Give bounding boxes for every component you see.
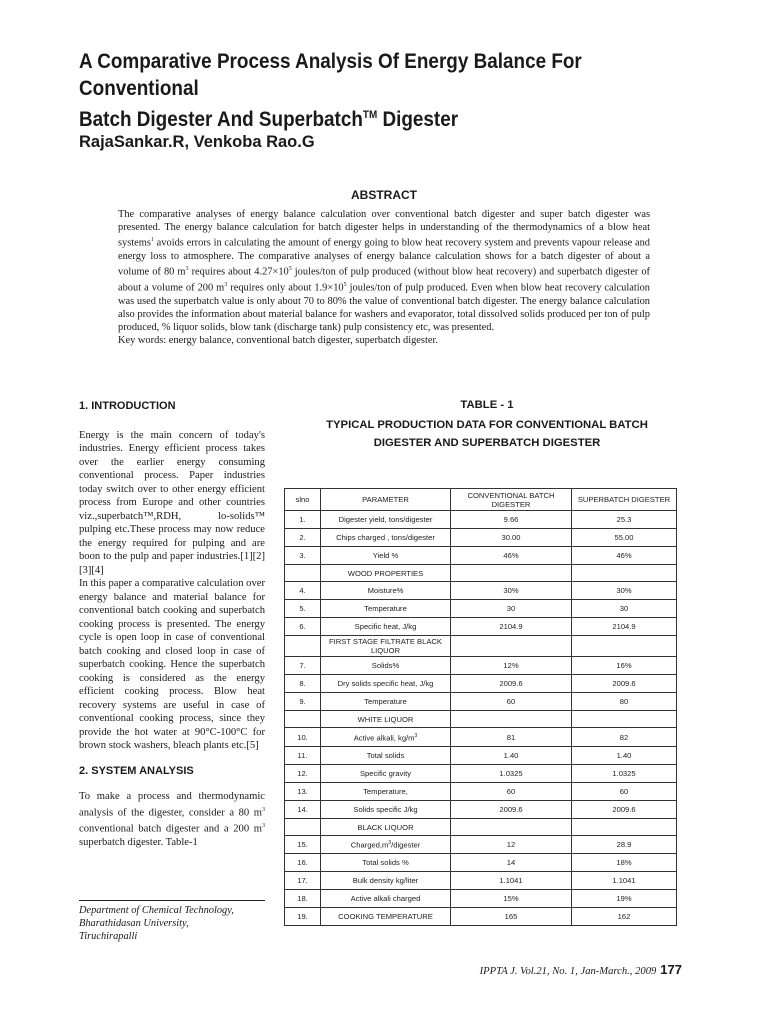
cell-superbatch: 16% xyxy=(572,657,677,675)
cell-superbatch: 19% xyxy=(572,890,677,908)
table-row xyxy=(285,908,677,926)
section-label: FIRST STAGE FILTRATE BLACK LIQUOR xyxy=(321,636,451,657)
cell-superbatch: 60 xyxy=(572,783,677,801)
header-conventional: CONVENTIONAL BATCH DIGESTER xyxy=(451,489,572,511)
table-row xyxy=(285,529,677,547)
cell-superbatch: 1.0325 xyxy=(572,765,677,783)
cell-conventional: 60 xyxy=(451,693,572,711)
cell-parameter: Total solids xyxy=(321,747,451,765)
cell-superbatch: 30% xyxy=(572,582,677,600)
cell-parameter: Active alkali charged xyxy=(321,890,451,908)
cell-conventional: 2104.9 xyxy=(451,618,572,636)
cell-parameter: Solids specific J/kg xyxy=(321,801,451,819)
cell-slno: 18. xyxy=(285,890,321,908)
cell-parameter: Specific heat, J/kg xyxy=(321,618,451,636)
table-row xyxy=(285,600,677,618)
table-header-row xyxy=(285,489,677,511)
cell-superbatch: 1.1041 xyxy=(572,872,677,890)
cell-slno: 3. xyxy=(285,547,321,565)
intro-paragraph-2: In this paper a comparative calculation over energy balance and material balance for conventional batch cooking and superbatch cooking process is presented. The energy cycle is open loop in case of conventional batch cooking and closed loop in case of superbatch cooking. Hence the superbatch cooking is considered as the energy efficient cooking process. Blow heat recovery systems are useful in case of conventional cooking process, since they provide the hot water at 90°C-100°C for brown stock washers, bleach plants etc.[5] xyxy=(79,578,265,751)
cell-conventional: 1.40 xyxy=(451,747,572,765)
cell-conventional: 9.66 xyxy=(451,511,572,529)
table-section-row xyxy=(285,819,677,836)
production-data-table xyxy=(284,488,677,926)
cell-superbatch: 2009.6 xyxy=(572,801,677,819)
cell-slno: 8. xyxy=(285,675,321,693)
abstract-heading: ABSTRACT xyxy=(351,188,417,202)
cell-conventional: 2009.6 xyxy=(451,801,572,819)
table-row xyxy=(285,801,677,819)
table-row xyxy=(285,765,677,783)
cell-superbatch: 2009.6 xyxy=(572,675,677,693)
table-label: TABLE - 1 xyxy=(460,399,514,411)
table-body xyxy=(285,489,677,926)
journal-citation: IPPTA J. Vol.21, No. 1, Jan-March., 2009 xyxy=(479,966,657,977)
cell-conventional: 30 xyxy=(451,600,572,618)
cell-superbatch: 82 xyxy=(572,728,677,747)
affiliation-footnote: Department of Chemical Technology, Bharathidasan University, Tiruchirapalli xyxy=(79,900,265,943)
cell-parameter: Active alkali, $kg/m^3$ xyxy=(321,728,451,747)
cell-superbatch: 18% xyxy=(572,854,677,872)
table-row xyxy=(285,854,677,872)
table-caption-2: DIGESTER AND SUPERBATCH DIGESTER xyxy=(373,437,601,449)
cell-superbatch: 80 xyxy=(572,693,677,711)
cell-slno: 4. xyxy=(285,582,321,600)
title-line-1: A Comparative Process Analysis Of Energy Balance For Conventional xyxy=(79,50,582,100)
cell-conventional: 2009.6 xyxy=(451,675,572,693)
intro-heading: 1. INTRODUCTION xyxy=(79,400,176,412)
cell-slno: 7. xyxy=(285,657,321,675)
cell-slno: 1. xyxy=(285,511,321,529)
cell-superbatch: 28.9 xyxy=(572,836,677,854)
header-superbatch: SUPERBATCH DIGESTER xyxy=(572,489,677,511)
table-caption-1: TYPICAL PRODUCTION DATA FOR CONVENTIONAL BATCH xyxy=(326,419,648,431)
page-footer xyxy=(480,962,682,977)
cell-parameter: $Charged,m^3$/digester xyxy=(321,836,451,854)
table-section-row xyxy=(285,711,677,728)
cell-parameter: Temperature xyxy=(321,600,451,618)
cell-parameter: Yield % xyxy=(321,547,451,565)
cell-parameter: COOKING TEMPERATURE xyxy=(321,908,451,926)
cell-conventional: 12 xyxy=(451,836,572,854)
cell-conventional: 46% xyxy=(451,547,572,565)
cell-superbatch: 162 xyxy=(572,908,677,926)
table-row xyxy=(285,890,677,908)
cell-parameter: Total solids % xyxy=(321,854,451,872)
table-row xyxy=(285,783,677,801)
cell-conventional: 81 xyxy=(451,728,572,747)
cell-slno: 15. xyxy=(285,836,321,854)
abstract-text: The comparative analyses of energy balance calculation over conventional batch digester and super batch digester was presented. The energy balance calculation for batch digester helps in understanding of the thermodynamics of a blow heat systems$^1$ avoids errors in calculating the amount of energy going to blow heat recovery system and prevents vapour release and energy loss to atmosphere. The comparative analyses of energy balance calculation shows for a batch digester of about a volume of 80 $m^3$ requires about $4.27\times 10^5$ joules/ton of pulp produced (without blow heat recovery) and superbatch digester of about a volume of 200 $m^3$ requires only about $1.9\times 10^5$ joules/ton of pulp produced. Even when blow heat recovery calculation was used the superbatch value is only about 70 to 80% the value of conventional batch digester. The energy balance calculation also provides the information about material balance for washers and evaporator, total dissolved solids produced per ton of pulp produced, % liquor solids, blow tank (discharge tank) pulp consistency etc, was presented. xyxy=(118,209,650,334)
table-row xyxy=(285,872,677,890)
cell-parameter: Temperature, xyxy=(321,783,451,801)
table-section-row xyxy=(285,565,677,582)
cell-slno: 16. xyxy=(285,854,321,872)
left-column xyxy=(79,400,265,849)
table-row xyxy=(285,657,677,675)
cell-slno: 5. xyxy=(285,600,321,618)
cell-slno: 2. xyxy=(285,529,321,547)
cell-slno: 10. xyxy=(285,728,321,747)
cell-slno: 9. xyxy=(285,693,321,711)
cell-parameter: Solids% xyxy=(321,657,451,675)
cell-parameter: Chips charged , tons/digester xyxy=(321,529,451,547)
cell-superbatch: 25.3 xyxy=(572,511,677,529)
paper-title xyxy=(79,48,637,133)
keywords: Key words: energy balance, conventional batch digester, superbatch digester. xyxy=(118,335,438,347)
cell-parameter: Digester yield, tons/digester xyxy=(321,511,451,529)
cell-conventional: 30% xyxy=(451,582,572,600)
section-label: WOOD PROPERTIES xyxy=(321,565,451,582)
intro-paragraph-1: Energy is the main concern of today's industries. Energy efficient process takes over the earlier energy consuming conventional process. Paper industries today switch over to other energy efficient process from Europe and other countries viz.,superbatch™,RDH, lo-solids™ pulping etc.These process may now reduce the energy required for pulping and are boon to the pulp and paper industries.[1][2][3][4] xyxy=(79,429,265,576)
table-row xyxy=(285,747,677,765)
cell-conventional: 60 xyxy=(451,783,572,801)
table-row xyxy=(285,547,677,565)
cell-slno: 11. xyxy=(285,747,321,765)
cell-parameter: Temperature xyxy=(321,693,451,711)
table-row xyxy=(285,618,677,636)
cell-slno: 6. xyxy=(285,618,321,636)
table-section-row xyxy=(285,636,677,657)
title-line-2: Batch Digester And Superbatch™ Digester xyxy=(79,108,459,131)
header-parameter: PARAMETER xyxy=(321,489,451,511)
table-row xyxy=(285,836,677,854)
cell-slno: 13. xyxy=(285,783,321,801)
system-analysis-heading: 2. SYSTEM ANALYSIS xyxy=(79,764,194,777)
cell-slno: 14. xyxy=(285,801,321,819)
cell-slno: 12. xyxy=(285,765,321,783)
cell-parameter: Dry solids specific heat, J/kg xyxy=(321,675,451,693)
cell-conventional: 165 xyxy=(451,908,572,926)
page-number: 177 xyxy=(660,962,682,977)
cell-superbatch: 55.00 xyxy=(572,529,677,547)
table-row xyxy=(285,582,677,600)
authors: RajaSankar.R, Venkoba Rao.G xyxy=(79,133,315,151)
table-row xyxy=(285,511,677,529)
cell-conventional: 14 xyxy=(451,854,572,872)
cell-superbatch: 30 xyxy=(572,600,677,618)
cell-slno: 19. xyxy=(285,908,321,926)
cell-conventional: 12% xyxy=(451,657,572,675)
cell-conventional: 1.0325 xyxy=(451,765,572,783)
header-slno: slno xyxy=(285,489,321,511)
cell-parameter: Bulk density kg/liter xyxy=(321,872,451,890)
table-row xyxy=(285,728,677,747)
cell-parameter: Moisture% xyxy=(321,582,451,600)
cell-superbatch: 2104.9 xyxy=(572,618,677,636)
system-analysis-paragraph: To make a process and thermodynamic analysis of the digester, consider a 80 $m^3$ conventional batch digester and a 200 $m^3$ superbatch digester. Table-1 xyxy=(79,791,265,848)
cell-superbatch: 1.40 xyxy=(572,747,677,765)
cell-conventional: 30.00 xyxy=(451,529,572,547)
section-label: WHITE LIQUOR xyxy=(321,711,451,728)
section-label: BLACK LIQUOR xyxy=(321,819,451,836)
cell-conventional: 1.1041 xyxy=(451,872,572,890)
cell-slno: 17. xyxy=(285,872,321,890)
cell-parameter: Specific gravity xyxy=(321,765,451,783)
cell-superbatch: 46% xyxy=(572,547,677,565)
table-row xyxy=(285,693,677,711)
table-row xyxy=(285,675,677,693)
abstract-body xyxy=(118,208,650,347)
cell-conventional: 15% xyxy=(451,890,572,908)
